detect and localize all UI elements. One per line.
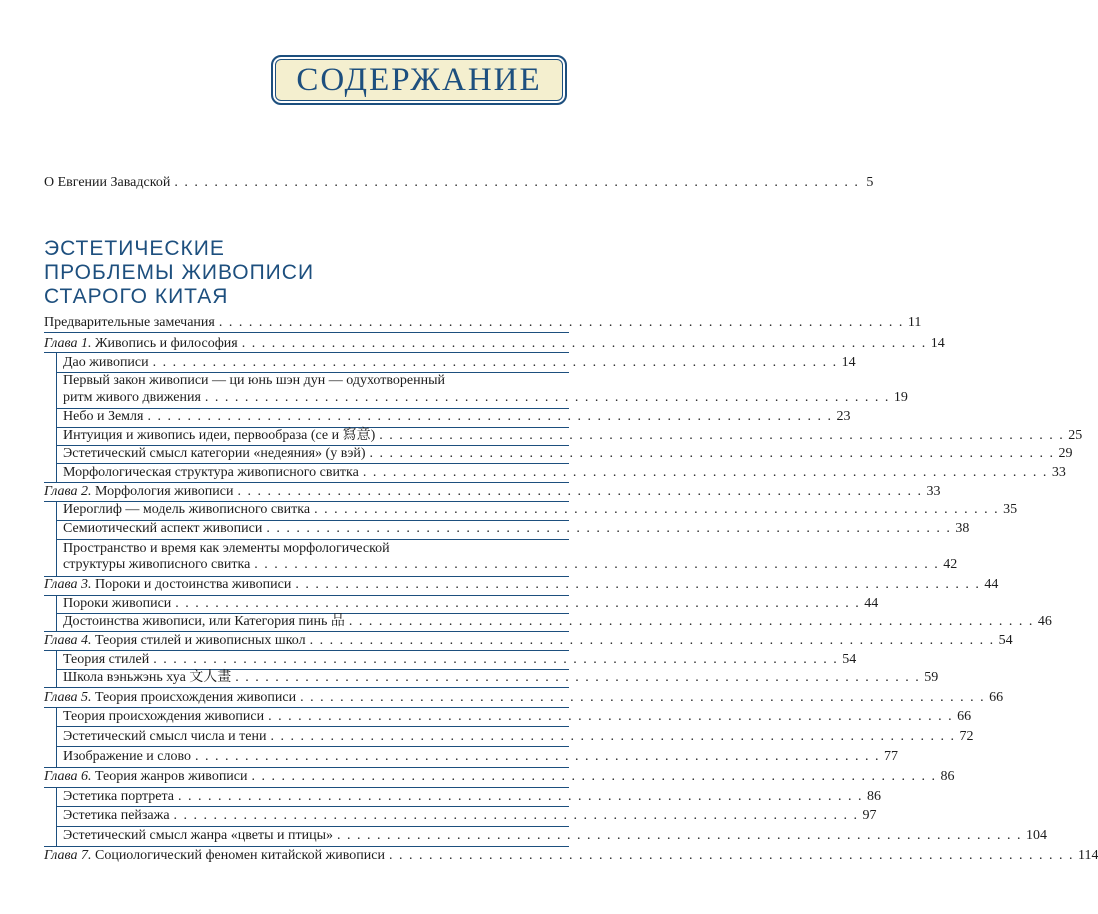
toc-entry-label xyxy=(44,336,238,352)
toc-entry-page: 29 xyxy=(1058,446,1073,461)
toc-entry-continued[interactable] xyxy=(63,557,958,573)
toc-chapter-entry[interactable] xyxy=(44,633,1013,649)
toc-entry-page: 5 xyxy=(866,175,874,190)
toc-entry-page: 14 xyxy=(841,355,856,370)
chapter-title: Теория происхождения живописи xyxy=(94,690,297,705)
divider xyxy=(56,806,569,807)
toc-entry-page: 72 xyxy=(959,729,974,744)
toc-chapter-entry[interactable] xyxy=(44,484,941,500)
toc-entry-page: 114 xyxy=(1077,848,1098,863)
toc-entry-continued[interactable] xyxy=(63,390,908,406)
toc-entry[interactable] xyxy=(63,355,856,371)
toc-entry[interactable] xyxy=(63,541,569,557)
toc-entry-page: 54 xyxy=(842,652,857,667)
chapter-bracket xyxy=(56,787,57,847)
dot-leader: . . . . . . . . . . . . . . . . . . . . . . . . . . . . . . . . . . . . . . . . . . . . . . . . . . . . . . . . . . . . . . . . . . . . . xyxy=(369,446,1055,461)
toc-entry[interactable] xyxy=(63,729,974,745)
divider xyxy=(44,352,569,353)
toc-entry-label: О Евгении Завадской xyxy=(44,175,171,190)
toc-entry-page: 35 xyxy=(1003,502,1018,517)
toc-entry-label: Пространство и время как элементы морфологической xyxy=(63,541,390,556)
toc-entry-label xyxy=(44,633,306,649)
toc-entry[interactable] xyxy=(63,614,1052,630)
toc-entry-label: Эстетика пейзажа xyxy=(63,808,170,823)
toc-entry-page: 11 xyxy=(907,315,922,330)
toc-entry-label xyxy=(44,484,234,500)
divider xyxy=(56,463,569,464)
toc-entry-label: Предварительные замечания xyxy=(44,315,215,330)
divider xyxy=(44,846,569,847)
toc-entry-page: 33 xyxy=(1051,465,1066,480)
toc-entry[interactable] xyxy=(63,808,877,824)
divider xyxy=(56,826,569,827)
toc-entry-label: Морфологическая структура живописного свитка xyxy=(63,465,359,480)
toc-entry-page: 66 xyxy=(957,709,972,724)
toc-entry-page: 33 xyxy=(926,484,941,499)
section-heading xyxy=(44,237,314,309)
toc-entry-page: 19 xyxy=(893,390,908,405)
chapter-title: Теория стилей и живописных школ xyxy=(94,633,306,648)
toc-entry-label: Эстетика портрета xyxy=(63,789,175,804)
dot-leader: . . . . . . . . . . . . . . . . . . . . . . . . . . . . . . . . . . . . . . . . . . . . . . . . . . . . . . . . . . . . . . . . . . . . . xyxy=(218,315,904,330)
toc-entry-label: Небо и Земля xyxy=(63,409,144,424)
divider xyxy=(44,787,569,788)
toc-entry-label: Школа вэньжэнь хуа 文人畫 xyxy=(63,670,232,685)
toc-entry-label: Интуиция и живопись идеи, первообраза (се и 寫意) xyxy=(63,428,376,443)
toc-entry[interactable] xyxy=(63,749,899,765)
divider xyxy=(44,687,569,688)
toc-entry[interactable] xyxy=(63,521,970,537)
dot-leader: . . . . . . . . . . . . . . . . . . . . . . . . . . . . . . . . . . . . . . . . . . . . . . . . . . . . . . . . . . . . . . . . . . . . . xyxy=(175,596,861,611)
toc-entry[interactable] xyxy=(63,670,939,686)
divider xyxy=(56,746,569,747)
chapter-number: Глава 6. xyxy=(44,769,92,784)
toc-entry-page: 54 xyxy=(998,633,1013,648)
toc-entry-page: 25 xyxy=(1068,428,1083,443)
dot-leader: . . . . . . . . . . . . . . . . . . . . . . . . . . . . . . . . . . . . . . . . . . . . . . . . . . . . . . . . . . . . . . . . . . . . . xyxy=(178,789,864,804)
divider xyxy=(44,650,569,651)
toc-entry-label: Эстетический смысл числа и тени xyxy=(63,729,267,744)
chapter-number: Глава 4. xyxy=(44,633,92,648)
toc-entry-label: Изображение и слово xyxy=(63,749,192,764)
dot-leader: . . . . . . . . . . . . . . . . . . . . . . . . . . . . . . . . . . . . . . . . . . . . . . . . . . . . . . . . . . . . . . . . . . . . . xyxy=(195,749,881,764)
toc-entry-page: 104 xyxy=(1026,828,1048,843)
dot-leader: . . . . . . . . . . . . . . . . . . . . . . . . . . . . . . . . . . . . . . . . . . . . . . . . . . . . . . . . . . . . . . . . . . . . . xyxy=(314,502,1000,517)
toc-entry-label: Достоинства живописи, или Категория пинь 品 xyxy=(63,614,345,629)
toc-entry-page: 23 xyxy=(836,409,851,424)
chapter-number: Глава 5. xyxy=(44,690,92,705)
toc-entry-label xyxy=(44,690,296,706)
divider xyxy=(44,482,569,483)
divider xyxy=(44,767,569,768)
toc-entry-label: Семиотический аспект живописи xyxy=(63,521,263,536)
toc-entry[interactable] xyxy=(63,828,1048,844)
toc-chapter-entry[interactable] xyxy=(44,769,955,785)
chapter-title: Морфология живописи xyxy=(94,484,234,499)
toc-entry-label: Теория стилей xyxy=(63,652,150,667)
toc-entry[interactable] xyxy=(63,596,879,612)
toc-entry[interactable] xyxy=(63,652,857,668)
dot-leader: . . . . . . . . . . . . . . . . . . . . . . . . . . . . . . . . . . . . . . . . . . . . . . . . . . . . . . . . . . . . . . . . . . . . . xyxy=(204,390,890,405)
toc-entry[interactable] xyxy=(44,315,922,331)
toc-chapter-entry[interactable] xyxy=(44,336,945,352)
dot-leader: . . . . . . . . . . . . . . . . . . . . . . . . . . . . . . . . . . . . . . . . . . . . . . . . . . . . . . . . . . . . . . . . . . . . . xyxy=(153,652,839,667)
divider xyxy=(44,707,569,708)
dot-leader: . . . . . . . . . . . . . . . . . . . . . . . . . . . . . . . . . . . . . . . . . . . . . . . . . . . . . . . . . . . . . . . . . . . . . xyxy=(147,409,833,424)
toc-entry[interactable] xyxy=(63,373,569,389)
dot-leader: . . . . . . . . . . . . . . . . . . . . . . . . . . . . . . . . . . . . . . . . . . . . . . . . . . . . . . . . . . . . . . . . . . . . . xyxy=(295,577,981,592)
dot-leader: . . . . . . . . . . . . . . . . . . . . . . . . . . . . . . . . . . . . . . . . . . . . . . . . . . . . . . . . . . . . . . . . . . . . . xyxy=(300,690,986,705)
toc-entry-page: 86 xyxy=(867,789,882,804)
toc-entry-label: Пороки живописи xyxy=(63,596,172,611)
toc-entry-page: 66 xyxy=(989,690,1004,705)
dot-leader: . . . . . . . . . . . . . . . . . . . . . . . . . . . . . . . . . . . . . . . . . . . . . . . . . . . . . . . . . . . . . . . . . . . . . xyxy=(309,633,995,648)
toc-entry-label: Теория происхождения живописи xyxy=(63,709,265,724)
dot-leader: . . . . . . . . . . . . . . . . . . . . . . . . . . . . . . . . . . . . . . . . . . . . . . . . . . . . . . . . . . . . . . . . . . . . . xyxy=(235,670,921,685)
toc-entry-page: 38 xyxy=(955,521,970,536)
toc-entry-label xyxy=(44,577,291,593)
chapter-number: Глава 7. xyxy=(44,848,92,863)
chapter-number: Глава 1. xyxy=(44,336,92,351)
toc-entry-page: 59 xyxy=(924,670,939,685)
toc-entry-page: 86 xyxy=(940,769,955,784)
section-heading-line: ПРОБЛЕМЫ ЖИВОПИСИ xyxy=(44,261,315,284)
toc-chapter-entry[interactable] xyxy=(44,690,1004,706)
divider xyxy=(56,539,569,540)
dot-leader: . . . . . . . . . . . . . . . . . . . . . . . . . . . . . . . . . . . . . . . . . . . . . . . . . . . . . . . . . . . . . . . . . . . . . xyxy=(337,828,1023,843)
toc-entry[interactable] xyxy=(63,428,1083,444)
toc-entry-page: 97 xyxy=(862,808,877,823)
toc-entry[interactable] xyxy=(63,502,1018,518)
toc-entry-label: структуры живописного свитка xyxy=(63,557,251,572)
toc-entry-page: 42 xyxy=(943,557,958,572)
dot-leader: . . . . . . . . . . . . . . . . . . . . . . . . . . . . . . . . . . . . . . . . . . . . . . . . . . . . . . . . . . . . . . . . . . . . . xyxy=(266,521,952,536)
toc-entry-label xyxy=(44,848,385,864)
section-heading-line: СТАРОГО КИТАЯ xyxy=(44,285,229,308)
dot-leader: . . . . . . . . . . . . . . . . . . . . . . . . . . . . . . . . . . . . . . . . . . . . . . . . . . . . . . . . . . . . . . . . . . . . . xyxy=(254,557,940,572)
toc-entry-label: Эстетический смысл категории «недеяния» (у вэй) xyxy=(63,446,366,461)
dot-leader: . . . . . . . . . . . . . . . . . . . . . . . . . . . . . . . . . . . . . . . . . . . . . . . . . . . . . . . . . . . . . . . . . . . . . xyxy=(348,614,1034,629)
toc-entry-label xyxy=(44,769,248,785)
toc-entry-page: 46 xyxy=(1037,614,1052,629)
chapter-number: Глава 3. xyxy=(44,577,92,592)
toc-entry[interactable] xyxy=(63,709,972,725)
dot-leader: . . . . . . . . . . . . . . . . . . . . . . . . . . . . . . . . . . . . . . . . . . . . . . . . . . . . . . . . . . . . . . . . . . . . . xyxy=(241,336,927,351)
toc-chapter-entry[interactable] xyxy=(44,577,999,593)
toc-entry-label: Первый закон живописи — ци юнь шэн дун — одухотворенный xyxy=(63,373,445,388)
toc-entry[interactable] xyxy=(63,409,851,425)
chapter-title: Социологический феномен китайской живописи xyxy=(94,848,385,863)
dot-leader: . . . . . . . . . . . . . . . . . . . . . . . . . . . . . . . . . . . . . . . . . . . . . . . . . . . . . . . . . . . . . . . . . . . . . xyxy=(237,484,923,499)
dot-leader: . . . . . . . . . . . . . . . . . . . . . . . . . . . . . . . . . . . . . . . . . . . . . . . . . . . . . . . . . . . . . . . . . . . . . xyxy=(268,709,954,724)
toc-entry-page: 14 xyxy=(930,336,945,351)
dot-leader: . . . . . . . . . . . . . . . . . . . . . . . . . . . . . . . . . . . . . . . . . . . . . . . . . . . . . . . . . . . . . . . . . . . . . xyxy=(362,465,1048,480)
divider xyxy=(56,726,569,727)
toc-entry-label: ритм живого движения xyxy=(63,390,201,405)
toc-entry-label: Эстетический смысл жанра «цветы и птицы» xyxy=(63,828,334,843)
toc-entry-label: Дао живописи xyxy=(63,355,149,370)
chapter-title: Живопись и философия xyxy=(94,336,238,351)
dot-leader: . . . . . . . . . . . . . . . . . . . . . . . . . . . . . . . . . . . . . . . . . . . . . . . . . . . . . . . . . . . . . . . . . . . . . xyxy=(152,355,838,370)
toc-entry[interactable] xyxy=(63,789,882,805)
dot-leader: . . . . . . . . . . . . . . . . . . . . . . . . . . . . . . . . . . . . . . . . . . . . . . . . . . . . . . . . . . . . . . . . . . . . . xyxy=(173,808,859,823)
dot-leader: . . . . . . . . . . . . . . . . . . . . . . . . . . . . . . . . . . . . . . . . . . . . . . . . . . . . . . . . . . . . . . . . . . . . . xyxy=(379,428,1065,443)
toc-entry-label: Иероглиф — модель живописного свитка xyxy=(63,502,311,517)
toc-entry-page: 44 xyxy=(864,596,879,611)
contents-title: СОДЕРЖАНИЕ xyxy=(296,61,542,98)
toc-entry[interactable] xyxy=(63,465,1066,481)
contents-title-box xyxy=(271,55,567,105)
divider xyxy=(44,631,569,632)
chapter-title: Пороки и достоинства живописи xyxy=(94,577,292,592)
dot-leader: . . . . . . . . . . . . . . . . . . . . . . . . . . . . . . . . . . . . . . . . . . . . . . . . . . . . . . . . . . . . . . . . . . . . . xyxy=(388,848,1074,863)
divider xyxy=(44,332,569,333)
dot-leader: . . . . . . . . . . . . . . . . . . . . . . . . . . . . . . . . . . . . . . . . . . . . . . . . . . . . . . . . . . . . . . . . . . . . . xyxy=(174,175,860,190)
section-heading-line: ЭСТЕТИЧЕСКИЕ xyxy=(44,237,225,260)
toc-entry-page: 77 xyxy=(884,749,899,764)
dot-leader: . . . . . . . . . . . . . . . . . . . . . . . . . . . . . . . . . . . . . . . . . . . . . . . . . . . . . . . . . . . . . . . . . . . . . xyxy=(270,729,956,744)
toc-entry-page: 44 xyxy=(984,577,999,592)
dot-leader: . . . . . . . . . . . . . . . . . . . . . . . . . . . . . . . . . . . . . . . . . . . . . . . . . . . . . . . . . . . . . . . . . . . . . xyxy=(251,769,937,784)
toc-chapter-entry[interactable] xyxy=(44,848,1098,864)
toc-entry[interactable] xyxy=(44,175,874,191)
chapter-number: Глава 2. xyxy=(44,484,92,499)
chapter-bracket xyxy=(56,707,57,768)
toc-entry[interactable] xyxy=(63,446,1073,462)
chapter-title: Теория жанров живописи xyxy=(94,769,248,784)
